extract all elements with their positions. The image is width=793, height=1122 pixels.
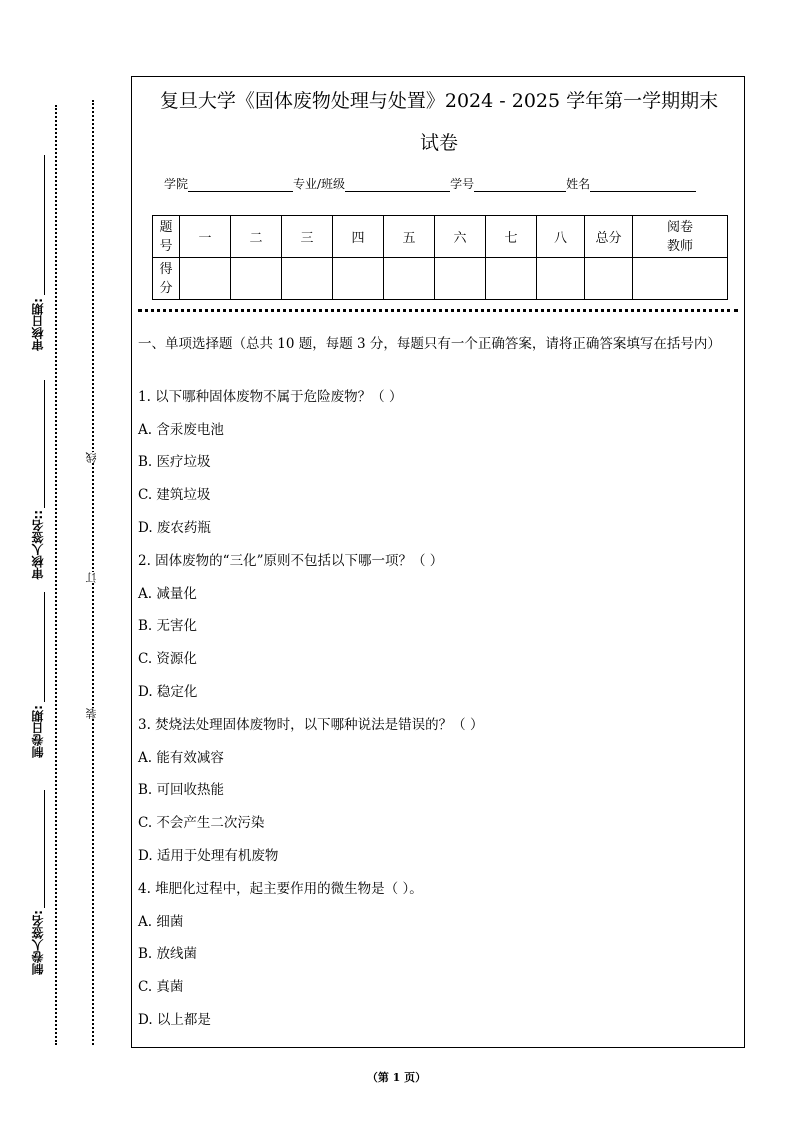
- student-id-label: 学号: [450, 177, 475, 191]
- col-header-7: 七: [486, 216, 537, 258]
- score-cell-total[interactable]: [585, 258, 633, 300]
- binding-dotted-line-outer: [55, 105, 57, 1045]
- score-table-row2-header: [153, 258, 180, 300]
- score-cell-7[interactable]: [486, 258, 537, 300]
- score-cell-reviewer[interactable]: [633, 258, 728, 300]
- binding-binding-char: 装: [85, 708, 98, 719]
- major-class-field[interactable]: [345, 179, 450, 192]
- score-cell-3[interactable]: [282, 258, 333, 300]
- college-field[interactable]: [188, 179, 293, 192]
- maker-sign-line: [44, 790, 45, 908]
- college-label: 学院: [164, 177, 189, 191]
- question-2-option-b: B. 无害化: [138, 618, 198, 634]
- question-2-option-d: D. 稳定化: [138, 684, 198, 700]
- question-3-option-b: B. 可回收热能: [138, 782, 225, 798]
- page-footer: （第 1 页）: [366, 1071, 427, 1084]
- question-2-stem: 2. 固体废物的“三化”原则不包括以下哪一项？（ ）: [138, 553, 444, 569]
- question-1-option-c: C. 建筑垃圾: [138, 487, 211, 503]
- score-cell-8[interactable]: [537, 258, 585, 300]
- col-header-6: 六: [435, 216, 486, 258]
- reviewer-date-label: 审核日期:: [31, 298, 45, 351]
- col-header-total: 总分: [585, 216, 633, 258]
- score-cell-6[interactable]: [435, 258, 486, 300]
- question-2-option-a: A. 减量化: [138, 586, 197, 602]
- exam-title-line2: 试卷: [419, 132, 458, 154]
- question-3-stem: 3. 焚烧法处理固体废物时，以下哪种说法是错误的？（ ）: [138, 717, 484, 733]
- score-cell-1[interactable]: [180, 258, 231, 300]
- reviewer-date-line: [44, 155, 45, 295]
- question-4-option-d: D. 以上都是: [138, 1012, 211, 1028]
- maker-date-line: [44, 592, 45, 702]
- col-header-5: 五: [384, 216, 435, 258]
- question-1-option-a: A. 含汞废电池: [138, 422, 224, 438]
- student-info-row: [164, 175, 696, 192]
- student-id-field[interactable]: [474, 179, 566, 192]
- major-class-label: 专业/班级: [293, 177, 346, 191]
- score-table-row1-header: [153, 216, 180, 258]
- score-table: [152, 215, 728, 300]
- reviewer-sign-label: 审核人签名::: [31, 510, 45, 580]
- col-header-8: 八: [537, 216, 585, 258]
- exam-frame: [131, 76, 745, 1048]
- col-header-reviewer: [633, 216, 728, 258]
- question-4-option-a: A. 细菌: [138, 914, 184, 930]
- section1-heading: 一、单项选择题（总共 10 题，每题 3 分，每题只有一个正确答案，请将正确答案填写在括号内）: [138, 336, 721, 352]
- col-header-4: 四: [333, 216, 384, 258]
- question-4-option-b: B. 放线菌: [138, 946, 198, 962]
- col-header-3: 三: [282, 216, 333, 258]
- question-3-option-d: D. 适用于处理有机废物: [138, 848, 279, 864]
- reviewer-sign-line: [44, 380, 45, 508]
- score-cell-2[interactable]: [231, 258, 282, 300]
- row1-header-text: 题号: [159, 219, 173, 254]
- question-4-option-c: C. 真菌: [138, 979, 184, 995]
- exam-title: 复旦大学《固体废物处理与处置》2024 - 2025 学年第一学期期末: [159, 90, 719, 112]
- maker-sign-label: 制卷人签名:: [31, 910, 45, 975]
- reviewer-header-text: 阅卷教师: [666, 219, 693, 254]
- row2-header-text: 得分: [159, 261, 173, 296]
- question-1-stem: 1. 以下哪种固体废物不属于危险废物？（ ）: [138, 389, 403, 405]
- maker-date-label: 制卷日期:: [31, 705, 45, 758]
- question-4-stem: 4. 堆肥化过程中，起主要作用的微生物是（ ）。: [138, 881, 423, 897]
- name-label: 姓名: [566, 177, 591, 191]
- question-2-option-c: C. 资源化: [138, 651, 197, 667]
- question-3-option-c: C. 不会产生二次污染: [138, 815, 265, 831]
- question-1-option-d: D. 废农药瓶: [138, 520, 211, 536]
- score-cell-5[interactable]: [384, 258, 435, 300]
- col-header-2: 二: [231, 216, 282, 258]
- name-field[interactable]: [590, 179, 696, 192]
- section-divider: [138, 309, 738, 312]
- score-cell-4[interactable]: [333, 258, 384, 300]
- binding-staple-char: 订: [85, 572, 98, 583]
- col-header-1: 一: [180, 216, 231, 258]
- binding-line-char: 线: [85, 452, 98, 463]
- question-3-option-a: A. 能有效减容: [138, 750, 224, 766]
- question-1-option-b: B. 医疗垃圾: [138, 454, 211, 470]
